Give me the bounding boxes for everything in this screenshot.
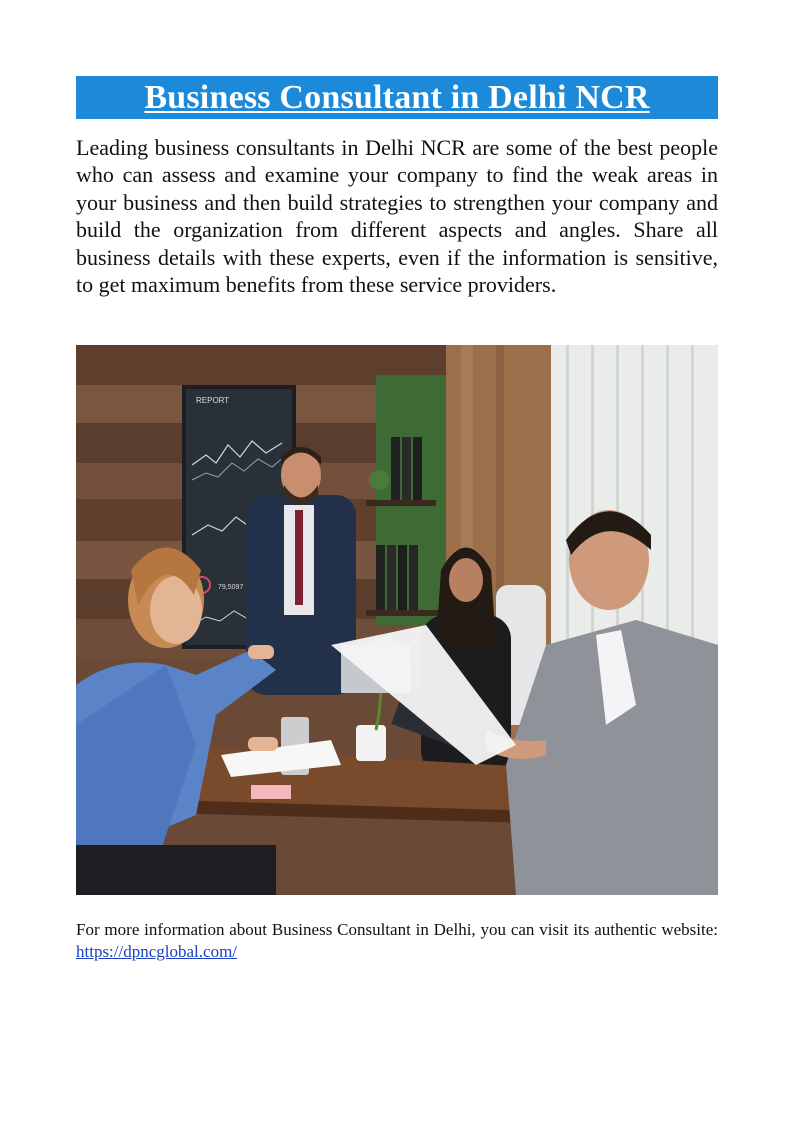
meeting-photo bbox=[76, 345, 718, 895]
footer-paragraph bbox=[76, 919, 718, 963]
title-banner bbox=[76, 76, 718, 119]
chair-foreground bbox=[76, 845, 276, 895]
intro-paragraph: Leading business consultants in Delhi NCR are some of the best people who can assess and examine your company to find the weak areas in your business and then build strategies to strengthen your company and build the organization from different aspects and angles. Share all business details with these experts, even if the information is sensitive, to get maximum benefits from these service providers. bbox=[76, 135, 718, 298]
screen-title: REPORT bbox=[196, 396, 230, 405]
footer-text: For more information about Business Consultant in Delhi, you can visit its authentic website: bbox=[76, 920, 718, 939]
page-title: Business Consultant in Delhi NCR bbox=[144, 78, 650, 116]
screen-value: 79,5097 bbox=[218, 584, 244, 591]
website-link[interactable]: https://dpncglobal.com/ bbox=[76, 942, 238, 961]
